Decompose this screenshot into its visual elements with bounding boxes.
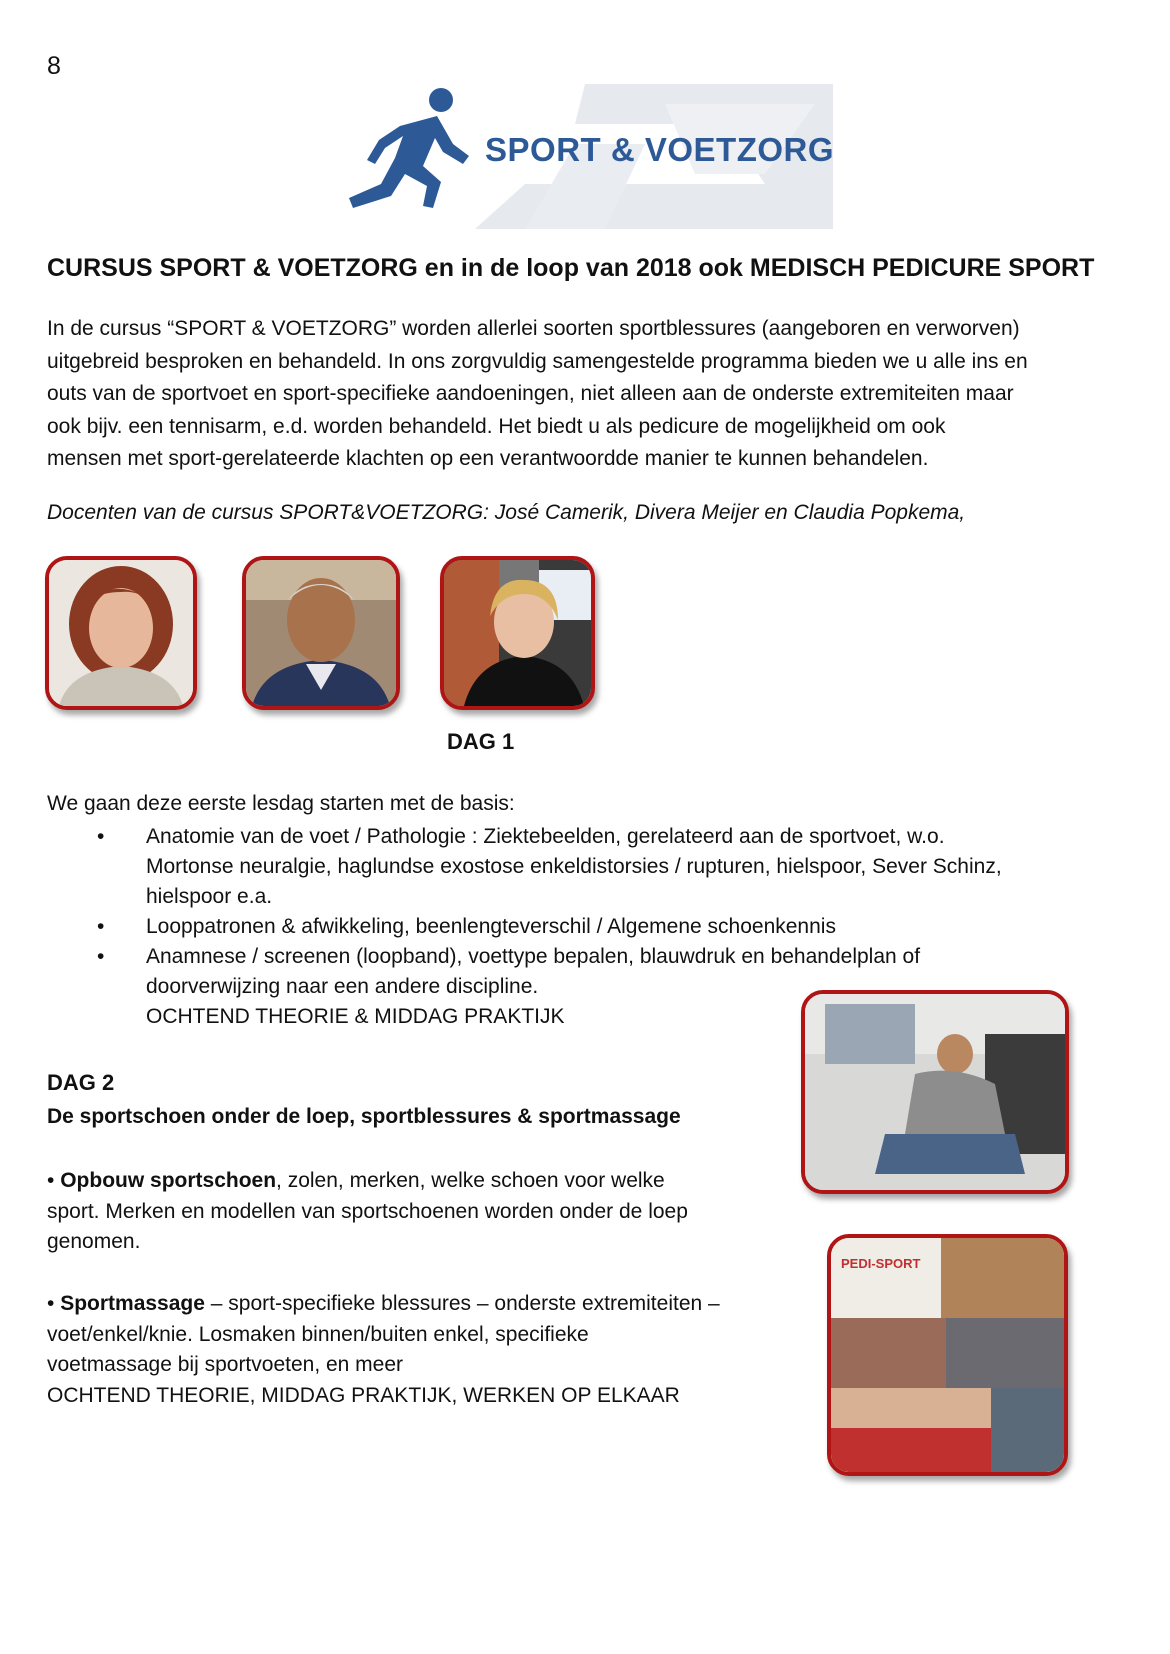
list-item-line: Anamnese / screenen (loopband), voettype bepalen, blauwdruk en behandelplan of (146, 945, 921, 968)
bullet-icon: • (47, 1292, 55, 1315)
day2-subtitle: De sportschoen onder de loep, sportblessures & sportmassage (47, 1105, 681, 1128)
bullet-icon: • (47, 1169, 55, 1192)
list-item-line: Mortonse neuralgie, haglundse exostose enkeldistorsies / rupturen, hielspoor, Sever Schinz, (146, 855, 1002, 878)
intro-line: In de cursus “SPORT & VOETZORG” worden allerlei soorten sportblessures (aangeboren en verworven) (47, 317, 1020, 340)
paragraph-text: voet/enkel/knie. Losmaken binnen/buiten enkel, specifieke (47, 1322, 589, 1346)
teacher-photo-2 (242, 556, 400, 710)
list-item (47, 822, 1107, 912)
list-item-line: Anatomie van de voet / Pathologie : Ziektebeelden, gerelateerd aan de sportvoet, w.o. (146, 825, 945, 848)
collage-label: PEDI-SPORT (841, 1256, 921, 1271)
list-item-line: hielspoor e.a. (146, 885, 273, 908)
bullet-icon: • (97, 825, 105, 848)
intro-line: mensen met sport-gerelateerde klachten op een verantwoordde manier te kunnen behandelen. (47, 447, 929, 470)
paragraph-text: voetmassage bij sportvoeten, en meer (47, 1353, 404, 1376)
paragraph-text: – sport-specifieke blessures – onderste extremiteiten – (204, 1292, 720, 1315)
runner-icon (345, 86, 485, 226)
paragraph-text: OCHTEND THEORIE, MIDDAG PRAKTIJK, WERKEN OP ELKAAR (47, 1383, 680, 1407)
list-item-line: OCHTEND THEORIE & MIDDAG PRAKTIJK (146, 1005, 565, 1028)
list-item-line: Looppatronen & afwikkeling, beenlengteverschil / Algemene schoenkennis (146, 915, 836, 938)
list-item-line: doorverwijzing naar een andere discipline. (146, 975, 539, 998)
collage-photo (827, 1234, 1068, 1476)
screening-photo (801, 990, 1069, 1194)
bullet-icon: • (97, 915, 105, 938)
intro-line: outs van de sportvoet en sport-specifieke aandoeningen, niet alleen aan de onderste extremiteiten maar (47, 382, 1014, 405)
day2-heading: DAG 2 (47, 1070, 115, 1095)
sportmassage-bold: Sportmassage (60, 1292, 205, 1315)
sportmassage-paragraph (47, 1289, 807, 1411)
day1-heading: DAG 1 (447, 729, 515, 754)
paragraph-text: sport. Merken en modellen van sportschoenen worden onder de loep (47, 1199, 688, 1223)
teachers-line: Docenten van de cursus SPORT&VOETZORG: José Camerik, Divera Meijer en Claudia Popkema, (47, 501, 966, 524)
paragraph-text: , zolen, merken, welke schoen voor welke (276, 1169, 665, 1192)
sport-voetzorg-logo (345, 84, 833, 229)
intro-line: ook bijv. een tennisarm, e.d. worden behandeld. Het biedt u als pedicure de mogelijkheid om ook (47, 414, 946, 438)
paragraph-text: genomen. (47, 1230, 141, 1253)
page-number: 8 (47, 52, 61, 80)
course-title: CURSUS SPORT & VOETZORG en in de loop van 2018 ook MEDISCH PEDICURE SPORT (47, 254, 1095, 282)
sportschoen-bold: Opbouw sportschoen (60, 1169, 277, 1192)
day1-intro: We gaan deze eerste lesdag starten met de basis: (47, 792, 515, 815)
teacher-photo-1 (45, 556, 197, 710)
bullet-icon: • (97, 945, 105, 968)
teacher-photo-3 (440, 556, 595, 710)
sportschoen-paragraph (47, 1166, 747, 1258)
list-item (47, 912, 1107, 942)
intro-line: uitgebreid besproken en behandeld. In ons zorgvuldig samengestelde programma bieden we u alle ins en (47, 349, 1028, 373)
logo-text: SPORT & VOETZORG (485, 131, 835, 168)
intro-paragraph (47, 313, 1137, 476)
